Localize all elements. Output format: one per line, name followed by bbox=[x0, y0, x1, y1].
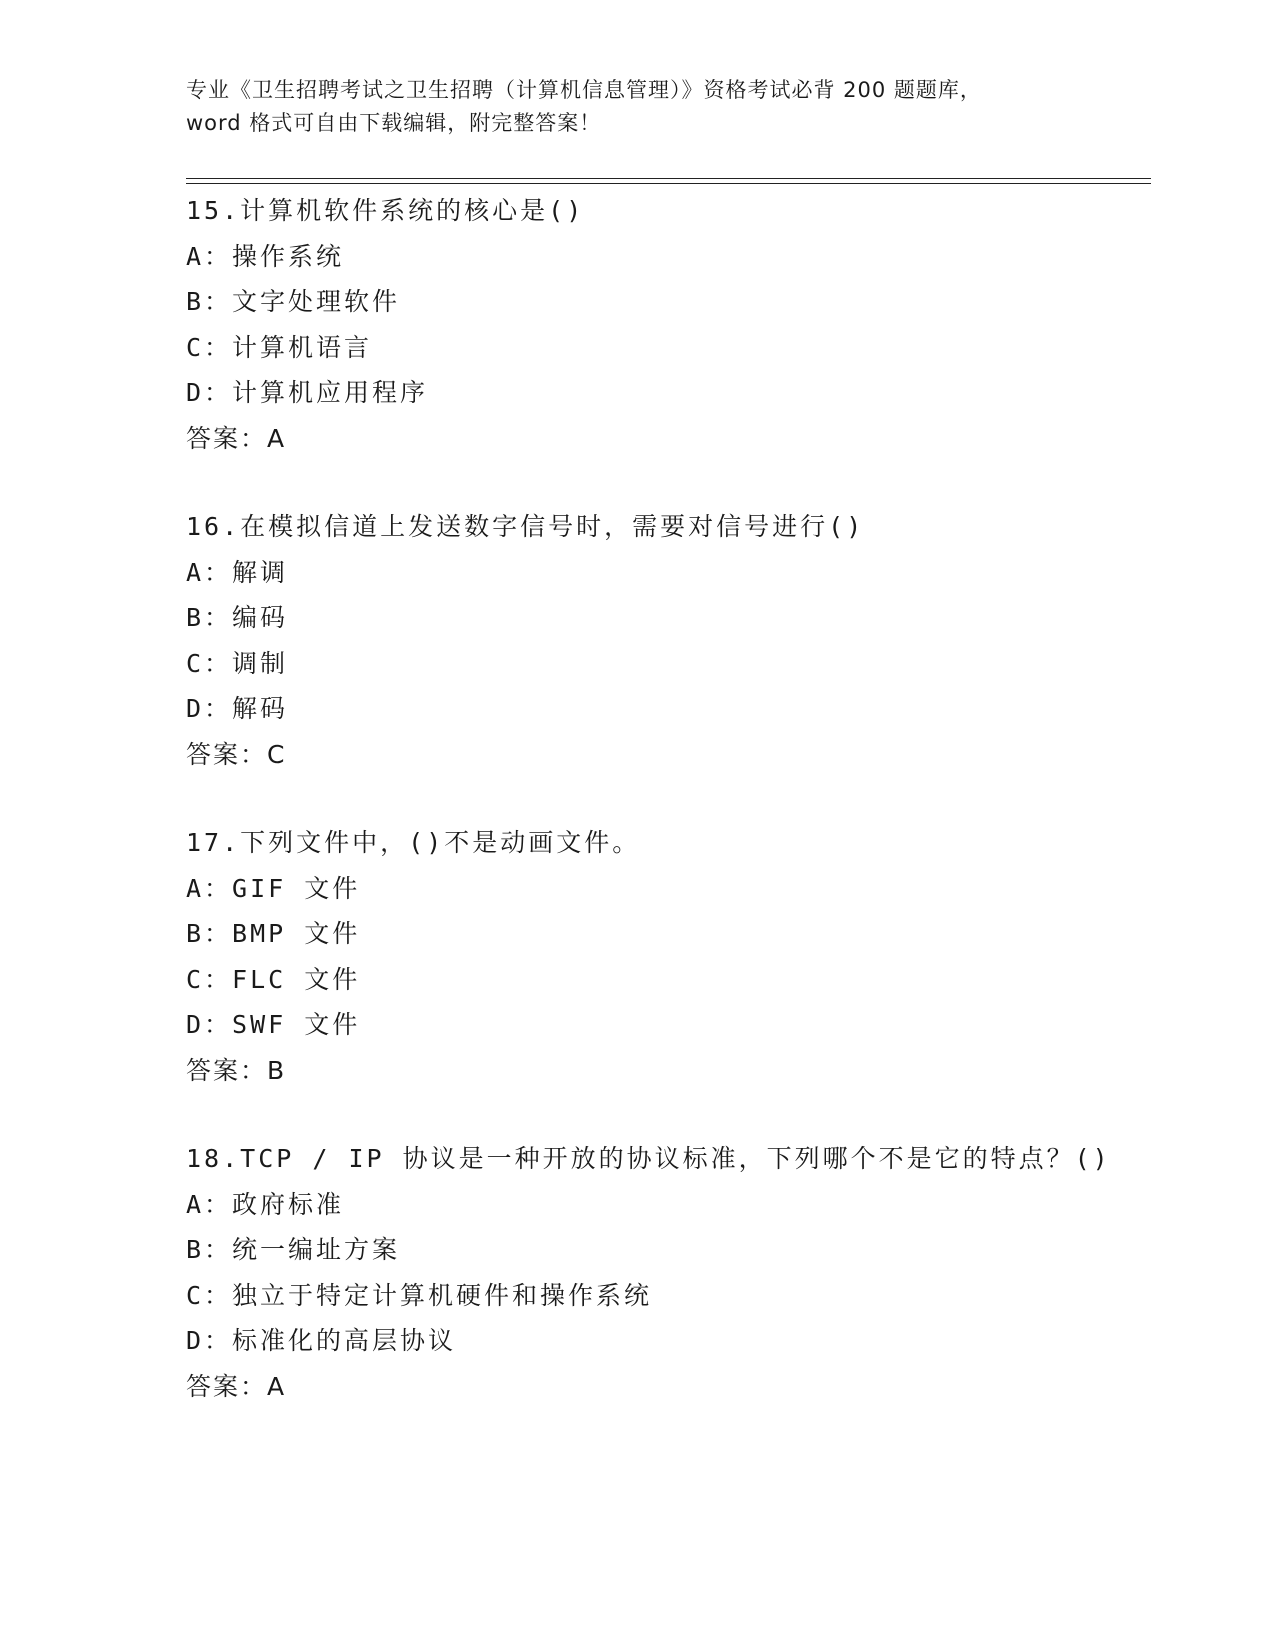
answer-line: 答案：A bbox=[186, 423, 287, 453]
option-c: C：独立于特定计算机硬件和操作系统 bbox=[186, 1280, 653, 1310]
option-a: A：政府标准 bbox=[186, 1189, 345, 1219]
option-b: B：BMP 文件 bbox=[186, 919, 361, 948]
option-c: C：调制 bbox=[186, 648, 289, 678]
question-18 bbox=[186, 1136, 1146, 1409]
question-17 bbox=[186, 820, 1146, 1093]
option-a: A：GIF 文件 bbox=[186, 873, 361, 903]
option-d: D：标准化的高层协议 bbox=[186, 1326, 457, 1355]
option-b: B：文字处理软件 bbox=[186, 287, 401, 316]
option-d: D：计算机应用程序 bbox=[186, 378, 429, 407]
answer-line: 答案：A bbox=[186, 1371, 287, 1401]
option-d: D：解码 bbox=[186, 694, 289, 723]
question-16 bbox=[186, 504, 1146, 777]
option-c: C：计算机语言 bbox=[186, 332, 373, 362]
header-line-2: word 格式可自由下载编辑，附完整答案！ bbox=[186, 111, 602, 135]
option-a: A：解调 bbox=[186, 557, 289, 587]
option-d: D：SWF 文件 bbox=[186, 1010, 361, 1039]
header-line-1: 专业《卫生招聘考试之卫生招聘（计算机信息管理）》资格考试必背 200 题题库， bbox=[186, 78, 982, 102]
answer-line: 答案：B bbox=[186, 1055, 287, 1085]
answer-line: 答案：C bbox=[186, 739, 287, 769]
question-15 bbox=[186, 188, 1146, 461]
option-a: A：操作系统 bbox=[186, 241, 345, 271]
option-c: C：FLC 文件 bbox=[186, 964, 361, 994]
option-b: B：编码 bbox=[186, 603, 289, 632]
question-stem: 15.计算机软件系统的核心是() bbox=[186, 196, 585, 225]
document-header bbox=[186, 74, 1086, 140]
question-list bbox=[186, 188, 1146, 1452]
question-stem: 16.在模拟信道上发送数字信号时，需要对信号进行() bbox=[186, 512, 865, 541]
option-b: B：统一编址方案 bbox=[186, 1235, 401, 1264]
question-stem: 17.下列文件中，()不是动画文件。 bbox=[186, 828, 641, 857]
question-stem: 18.TCP / IP 协议是一种开放的协议标准，下列哪个不是它的特点？() bbox=[186, 1144, 1111, 1173]
header-divider bbox=[186, 178, 1151, 184]
